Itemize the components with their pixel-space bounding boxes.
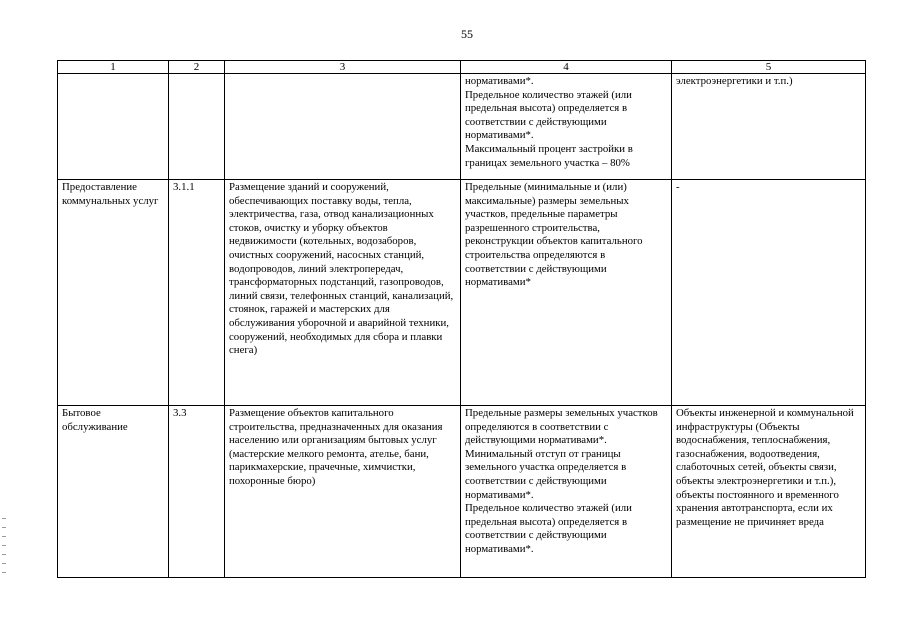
cell-parameters: нормативами*. Предельное количество этажей (или предельная высота) определяется в соответствии с действующими нормативами*. Максимальный процент застройки в границах земельного участка – 80% xyxy=(461,74,672,180)
table-header-row xyxy=(58,61,866,74)
edge-mark xyxy=(2,572,6,573)
cell-restrictions: - xyxy=(672,180,866,406)
cell-restrictions: Объекты инженерной и коммунальной инфраструктуры (Объекты водоснабжения, теплоснабжения, газоснабжения, водоотведения, слаботочных сетей, объекты связи, объекты электроэнергетики и т.п.), объекты постоянного и временного хранения автотранспорта, если их размещение не причиняет вреда xyxy=(672,406,866,578)
edge-mark xyxy=(2,536,6,537)
edge-mark xyxy=(2,518,6,519)
page-number: 55 xyxy=(461,27,473,41)
cell-use-code: 3.3 xyxy=(169,406,225,578)
regulations-table xyxy=(57,60,866,578)
column-header-4: 4 xyxy=(461,61,672,74)
cell-use-name: Бытовое обслуживание xyxy=(58,406,169,578)
cell-use-description: Размещение объектов капитального строительства, предназначенных для оказания населению или организациям бытовых услуг (мастерские мелкого ремонта, ателье, бани, парикмахерские, прачечные, химчистки, похоронные бюро) xyxy=(225,406,461,578)
edge-mark xyxy=(2,554,6,555)
edge-mark xyxy=(2,545,6,546)
cell-use-description: Размещение зданий и сооружений, обеспечивающих поставку воды, тепла, электричества, газа, отвод канализационных стоков, очистку и уборку объектов недвижимости (котельных, водозаборов, очистных сооружений, насосных станций, водопроводов, линий электропередач, трансформаторных подстанций, газопроводов, линий связи, телефонных станций, канализаций, стоянок, гаражей и мастерских для обслуживания уборочной и аварийной техники, сооружений, необходимых для сбора и плавки снега) xyxy=(225,180,461,406)
column-header-2: 2 xyxy=(169,61,225,74)
cell-use-code xyxy=(169,74,225,180)
edge-mark xyxy=(2,563,6,564)
table-row xyxy=(58,406,866,578)
table-row xyxy=(58,180,866,406)
table-row xyxy=(58,74,866,180)
scan-edge-marks xyxy=(2,518,6,598)
cell-use-name: Предоставление коммунальных услуг xyxy=(58,180,169,406)
cell-parameters: Предельные (минимальные и (или) максимальные) размеры земельных участков, предельные параметры разрешенного строительства, реконструкции объектов капитального строительства определяются в соответствии с действующими нормативами* xyxy=(461,180,672,406)
edge-mark xyxy=(2,527,6,528)
cell-parameters: Предельные размеры земельных участков определяются в соответствии с действующими нормативами*. Минимальный отступ от границы земельного участка определяется в соответствии с действующими нормативами*. Предельное количество этажей (или предельная высота) определяется в соответствии с действующими нормативами*. xyxy=(461,406,672,578)
cell-use-description xyxy=(225,74,461,180)
column-header-5: 5 xyxy=(672,61,866,74)
cell-restrictions: электроэнергетики и т.п.) xyxy=(672,74,866,180)
cell-use-name xyxy=(58,74,169,180)
column-header-1: 1 xyxy=(58,61,169,74)
column-header-3: 3 xyxy=(225,61,461,74)
cell-use-code: 3.1.1 xyxy=(169,180,225,406)
